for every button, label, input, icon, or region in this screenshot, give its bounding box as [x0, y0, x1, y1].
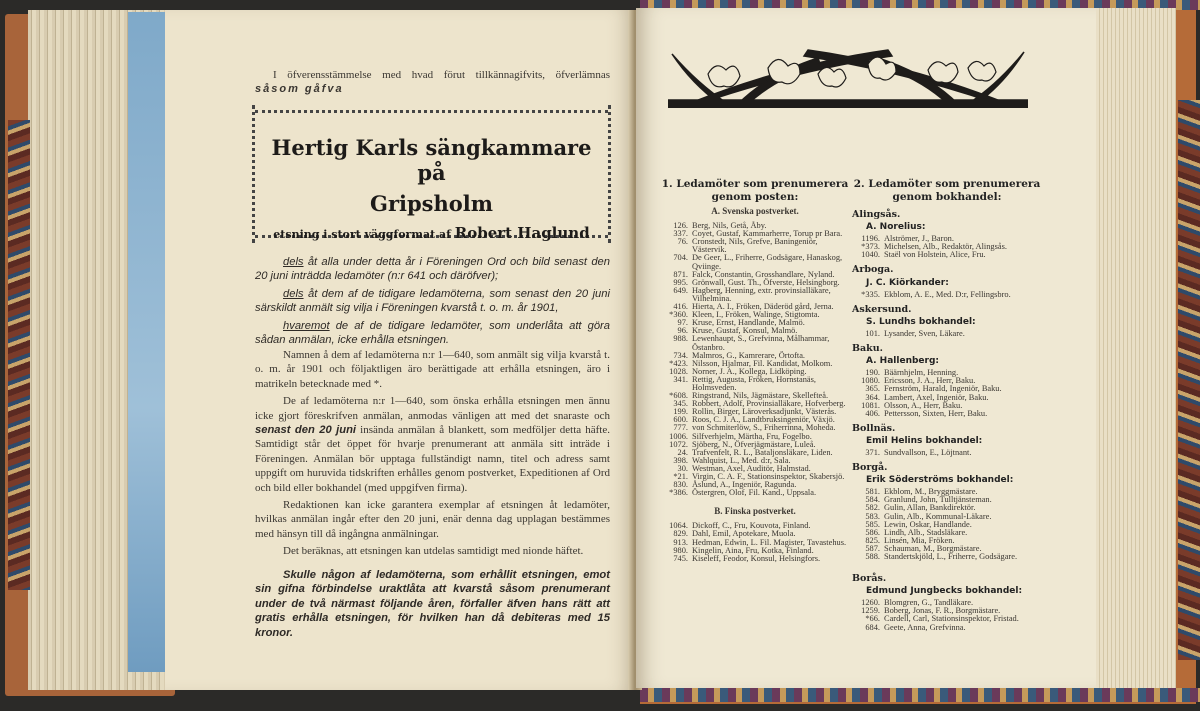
entry-number: 398.	[673, 455, 688, 465]
p3-text: de af de tidigare ledamöter, som underlåta att göra sådan anmälan, icke erhålla etsningen.	[255, 319, 610, 347]
entry-number: 341.	[673, 374, 688, 384]
entry-text: Rollin, Birger, Läroverksadjunkt, Västerås.	[692, 407, 837, 417]
entry-number: 345.	[673, 399, 688, 409]
p1-text: åt alla under detta år i Föreningen Ord och bild senast den 20 juni inträdda ledamöter (n:r 641 och däröfver);	[255, 256, 610, 283]
entry-number: 96.	[677, 326, 688, 336]
entry-text: Bäärnhjelm, Henning.	[884, 368, 959, 378]
intro-paragraph	[255, 68, 610, 97]
floral-header-ornament	[668, 44, 1028, 108]
list-entry	[660, 254, 850, 270]
bookshop-name: Emil Helins bokhandel:	[866, 435, 983, 446]
entry-text: Norner, J. A., Kollega, Lidköping.	[692, 366, 807, 376]
town-heading: Arboga.	[852, 264, 894, 276]
entry-text: Virgin, C. A. F., Stationsinspektor, Skabersjö.	[692, 472, 845, 481]
marbled-edge-right	[1178, 100, 1200, 660]
entry-text: Blomgren, G., Tandläkare.	[884, 598, 974, 608]
entry-number: 995.	[673, 277, 688, 287]
entry-number: 830.	[673, 480, 688, 490]
list-entry	[852, 410, 1042, 418]
entry-text: Lindh, Alb., Stadsläkare.	[884, 527, 968, 537]
paragraph-distribution: Det beräknas, att etsningen kan utdelas samtidigt med nionde häftet.	[283, 545, 584, 558]
p3-lead: hvaremot	[283, 319, 330, 332]
entry-text: Dickoff, C., Fru, Kouvota, Finland.	[692, 521, 811, 531]
entry-text: Falck, Constantin, Grosshandlare, Nyland.	[692, 269, 835, 279]
entry-text: Östergren, Olof, Fil. Kand., Uppsala.	[692, 488, 817, 498]
entry-text: Schauman, M., Borgmästare.	[884, 543, 982, 553]
p2-lead: dels	[283, 287, 304, 300]
entry-number: 371.	[865, 447, 880, 457]
entry-number: 582.	[865, 503, 880, 513]
entry-text: Grönwall, Gust. Th., Öfverste, Helsingborg.	[692, 277, 840, 287]
entry-number: 416.	[673, 302, 688, 312]
entry-text: Kleen, I., Fröken, Walinge, Stigtomta.	[692, 310, 820, 320]
title-line-1: Hertig Karls sängkammare på	[271, 135, 592, 185]
title-artist: Robert Haglund	[454, 224, 590, 242]
page-edges-right	[1092, 8, 1176, 688]
entry-number: 684.	[865, 622, 880, 632]
entry-text: Ekblom, M., Bryggmästare.	[884, 487, 978, 497]
list-entry	[852, 330, 1042, 338]
paragraph-names: Namnen å dem af ledamöterna n:r 1—640, som anmält sig vilja kvarstå t. o. m. år 1901 och följaktligen äro berättigade att erhålla etsningen, äro i matrikeln betecknade med *.	[255, 349, 610, 390]
entry-text: Geete, Anna, Grefvinna.	[884, 622, 966, 632]
section-2-heading: 2. Ledamöter som prenumerera genom bokhandel:	[853, 178, 1041, 203]
marbled-edge-bottom	[640, 688, 1200, 702]
p5-text-a: De af ledamöterna n:r 1—640, som önska erhålla etsningen men ännu icke gjort föreskrifven anmälan, anmodas vänligen att med det snaraste och	[255, 395, 610, 422]
entry-text: Olsson, A., Herr, Baku.	[884, 400, 963, 410]
entry-text: Nilsson, Hjalmar, Fil. Kandidat, Molkom.	[692, 358, 833, 368]
entry-number: 583.	[865, 511, 880, 521]
list-entry	[852, 624, 1042, 632]
entry-text: Hierta, A. I., Fröken, Däderöd gård, Jerna.	[692, 302, 834, 312]
bookshop-name: Erik Söderströms bokhandel:	[866, 475, 1014, 486]
list-entry	[852, 553, 1042, 561]
entry-text: Dahl, Emil, Apotekare, Muola.	[692, 529, 796, 539]
entry-text: Lewin, Oskar, Handlande.	[884, 519, 972, 529]
section-bookshop-subscribers	[852, 178, 1042, 632]
bookshop-name: S. Lundhs bokhandel:	[866, 316, 976, 327]
list-entry	[660, 555, 850, 563]
entry-number: *423.	[669, 358, 688, 368]
paragraph-guarantee: Redaktionen kan icke garantera exemplar af etsningen åt ledamöter, hvilkas anmälan ingår efter den 20 juni, enär denna dag upplagan bestämmes med hänsyn till då ingångna anmälningar.	[255, 499, 610, 540]
entry-number: 24.	[677, 447, 688, 457]
entry-text: Pettersson, Sixten, Herr, Baku.	[884, 408, 988, 418]
entry-number: 871.	[673, 269, 688, 279]
entry-number: 364.	[865, 392, 880, 402]
entry-number: 199.	[673, 407, 688, 417]
entry-number: 777.	[673, 423, 688, 433]
entry-text: Trafvenfelt, R. L., Bataljonsläkare, Liden.	[692, 447, 833, 457]
list-entry	[660, 376, 850, 392]
entry-text: Wahlquist, L., Med. d:r, Sala.	[692, 455, 791, 465]
entry-text: Kruse, Gustaf, Konsul, Malmö.	[692, 326, 798, 336]
entry-number: 1260.	[861, 598, 880, 608]
announcement-italic	[255, 255, 610, 347]
bookshop-name: Edmund Jungbecks bokhandel:	[866, 586, 1023, 597]
entry-number: 337.	[673, 229, 688, 239]
entry-text: Coyet, Gustaf, Kammarherre, Torup pr Bara.	[692, 229, 843, 239]
bookshop-name: A. Hallenberg:	[866, 356, 939, 367]
entry-number: 829.	[673, 529, 688, 539]
entry-text: Westman, Axel, Auditör, Halmstad.	[692, 463, 811, 473]
entry-number: *335.	[861, 289, 880, 299]
entry-text: Michelsen, Alb., Redaktör, Alingsås.	[884, 242, 1007, 252]
list-entry	[660, 489, 850, 497]
entry-text: Sjöberg, N., Öfverjägmästare, Luleå.	[692, 439, 816, 449]
entry-number: 600.	[673, 415, 688, 425]
entry-text: Kingelin, Aina, Fru, Kotka, Finland.	[692, 545, 814, 555]
entry-text: Robbert, Adolf, Provinsialläkare, Hofverberg.	[692, 399, 846, 409]
paragraph-warning: Skulle någon af ledamöterna, som erhållit etsningen, emot sin gifna förbindelse uraktlåta att kvarstå såsom prenumerant under de två närmast följande åren, förfaller äfven hans rätt att gratis erhålla etsningen, för hvilken han då debiteras med 15 kronor.	[255, 568, 610, 640]
entry-number: 825.	[865, 535, 880, 545]
list-entry	[852, 291, 1042, 299]
entry-text: Alströmer, J., Baron.	[884, 234, 954, 244]
paragraph-request	[255, 394, 610, 495]
entry-text: Sundvallson, E., Löjtnant.	[884, 447, 972, 457]
entry-number: *66.	[865, 614, 880, 624]
entry-text: Linsén, Mia, Fröken.	[884, 535, 955, 545]
entry-number: 584.	[865, 495, 880, 505]
town-heading: Bollnäs.	[852, 422, 896, 434]
entry-number: 76.	[677, 237, 688, 247]
entry-number: 1028.	[669, 366, 688, 376]
entry-number: *21.	[673, 472, 688, 481]
entry-text: Ekblom, A. E., Med. D:r, Fellingsbro.	[884, 289, 1011, 299]
group-heading: B. Finska postverket.	[714, 506, 796, 517]
entry-text: Malmros, G., Kamrerare, Örtofta.	[692, 350, 806, 360]
intro-emphasis: såsom gåfva	[255, 83, 344, 96]
town-heading: Baku.	[852, 343, 883, 355]
list-entry	[660, 335, 850, 351]
town-heading: Borås.	[852, 573, 887, 585]
entry-number: 734.	[673, 350, 688, 360]
entry-number: 365.	[865, 384, 880, 394]
entry-number: 1196.	[861, 234, 880, 244]
entry-text: Hedman, Edwin, L. Fil. Magister, Tavastehus.	[692, 537, 847, 547]
entry-number: 913.	[673, 537, 688, 547]
entry-text: von Schmiterlöw, S., Friherrinna, Moheda.	[692, 423, 836, 433]
title-line-2: Gripsholm	[370, 191, 493, 216]
entry-text: Ringstrand, Nils, Jägmästare, Skellefteå.	[692, 391, 829, 401]
entry-number: 586.	[865, 527, 880, 537]
entry-number: 190.	[865, 368, 880, 378]
entry-text: Staël von Holstein, Alice, Fru.	[884, 250, 986, 260]
entry-number: 585.	[865, 519, 880, 529]
entry-text: De Geer, L., Friherre, Godsägare, Hanaskog, Qviinge.	[692, 253, 843, 271]
bookshop-name: A. Norelius:	[866, 222, 926, 233]
entry-text: Boberg, Jonas, F. R., Borgmästare.	[884, 606, 1001, 616]
list-entry	[660, 238, 850, 254]
entry-number: 1080.	[861, 376, 880, 386]
entry-number: 1064.	[669, 521, 688, 531]
entry-text: Berg, Nils, Getå, Åby.	[692, 221, 767, 231]
entry-text: Åslund, A., Ingeniör, Ragunda.	[692, 480, 797, 490]
p5-text-b: insända anmälan å blankett, som medföljer detta häfte. Samtidigt står det öppet för hvarje prenumerant att anmäla sitt inträde i Föreningen. Anmälan bör upptaga fullständigt namn, titel och adress samt uppgift om huruvida tidskriften erhålles genom postverket, Expeditionen af Ord och bild eller bokhandel (med uppgifven firma).	[255, 424, 610, 494]
blue-insert-sheet	[128, 12, 166, 672]
entry-text: Standertskjöld, L., Friherre, Godsägare.	[884, 552, 1018, 561]
entry-number: 988.	[673, 334, 688, 344]
title-subtitle: etsning i stort väggformat af	[273, 228, 451, 241]
entry-number: 587.	[865, 543, 880, 553]
section-post-subscribers	[660, 178, 850, 563]
entry-number: 30.	[677, 463, 688, 473]
entry-text: Gulin, Allan, Bankdirektör.	[884, 503, 976, 513]
town-heading: Borgå.	[852, 462, 888, 474]
entry-number: *373.	[861, 242, 880, 252]
entry-text: Kruse, Ernst, Handlande, Malmö.	[692, 318, 805, 328]
entry-number: 1259.	[861, 606, 880, 616]
group-heading: A. Svenska postverket.	[711, 206, 799, 216]
entry-number: *608.	[669, 391, 688, 401]
section-1-heading: 1. Ledamöter som prenumerera genom posten:	[661, 178, 849, 203]
list-entry	[852, 251, 1042, 259]
marbled-edge-left	[8, 120, 30, 590]
entry-number: 1040.	[861, 250, 880, 260]
town-heading: Alingsås.	[852, 209, 901, 220]
entry-number: 649.	[673, 285, 688, 295]
entry-number: 704.	[673, 253, 688, 263]
entry-number: 1081.	[861, 400, 880, 410]
entry-number: *386.	[669, 488, 688, 498]
entry-text: Roos, C. J. A., Landtbruksingeniör, Växjö.	[692, 415, 835, 425]
entry-number: *360.	[669, 310, 688, 320]
entry-text: Hagberg, Henning, extr. provinsialläkare, Vilhelmina.	[692, 285, 831, 303]
intro-text: I öfverensstämmelse med hvad förut tillkännagifvits, öfverlämnas	[273, 69, 610, 81]
entry-text: Rettig, Augusta, Fröken, Hornstanäs, Holmsveden.	[692, 374, 816, 392]
entry-text: Lambert, Axel, Ingeniör, Baku.	[884, 392, 989, 402]
entry-number: 97.	[677, 318, 688, 328]
entry-number: 1072.	[669, 439, 688, 449]
entry-number: 745.	[673, 553, 688, 563]
entry-text: Cronstedt, Nils, Grefve, Baningeniör, Västervik.	[692, 237, 818, 255]
entry-number: 126.	[673, 221, 688, 231]
entry-text: Granlund, John, Tulltjänsteman.	[884, 495, 992, 505]
entry-text: Cardell, Carl, Stationsinspektor, Fristad.	[884, 614, 1019, 624]
entry-text: Lysander, Sven, Läkare.	[884, 328, 965, 338]
title-box	[255, 110, 608, 242]
entry-text: Lewenhaupt, S., Grefvinna, Målhammar, Östanbro.	[692, 334, 830, 352]
list-entry	[660, 287, 850, 303]
bookshop-name: J. C. Kiörkander:	[866, 277, 949, 288]
entry-text: Silfverhjelm, Märtha, Fru, Fogelbo.	[692, 431, 812, 441]
entry-text: Kiseleff, Feodor, Konsul, Helsingfors.	[692, 553, 821, 563]
p2-text: åt dem af de tidigare ledamöterna, som senast den 20 juni särskildt anmält sig vilja i Föreningen kvarstå t. o. m. år 1901,	[255, 287, 610, 315]
entry-number: 1006.	[669, 431, 688, 441]
entry-text: Fernström, Harald, Ingeniör, Baku.	[884, 384, 1002, 394]
entry-number: 588.	[865, 552, 880, 561]
p1-lead: dels	[283, 256, 304, 268]
entry-number: 406.	[865, 408, 880, 418]
entry-number: 581.	[865, 487, 880, 497]
entry-text: Gulin, Alb., Kommunal-Läkare.	[884, 511, 992, 521]
p5-deadline: senast den 20 juni	[255, 424, 357, 437]
entry-text: Ericsson, J. A., Herr, Baku.	[884, 376, 976, 386]
town-heading: Askersund.	[852, 303, 912, 315]
entry-number: 980.	[673, 545, 688, 555]
body-text	[255, 348, 610, 641]
entry-number: 101.	[865, 328, 880, 338]
list-entry	[852, 449, 1042, 457]
